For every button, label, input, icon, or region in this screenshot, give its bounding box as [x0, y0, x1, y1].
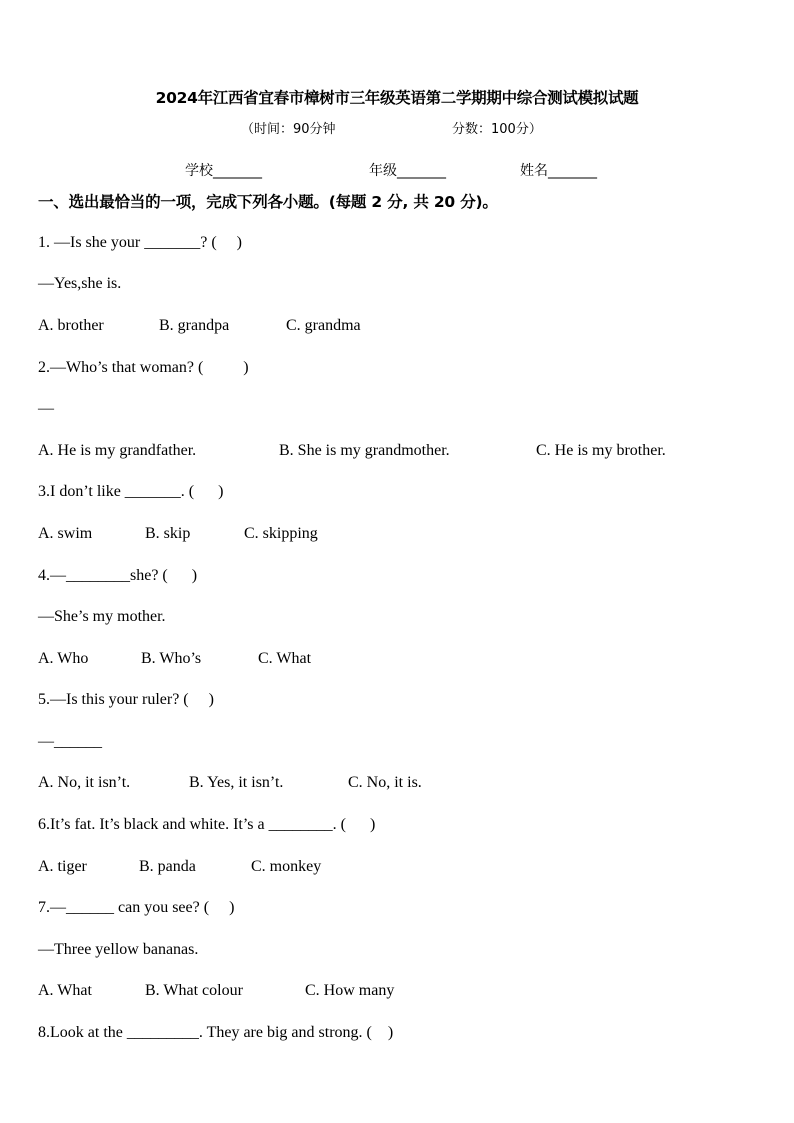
- option-b: B. skip: [145, 525, 191, 542]
- answer-line: —: [38, 400, 54, 417]
- answer-line: —She’s my mother.: [38, 608, 166, 625]
- option-c: C. What: [258, 650, 312, 667]
- exam-score: 分数：100分）: [452, 122, 542, 137]
- question-stem: 4.—________she? ( ): [38, 567, 198, 584]
- option-a: A. What: [38, 982, 92, 999]
- answer-line: —Yes,she is.: [38, 275, 122, 292]
- option-c: C. grandma: [286, 317, 361, 334]
- option-a: A. swim: [38, 525, 93, 542]
- option-b: B. panda: [139, 858, 196, 875]
- question-stem: 1. —Is she your _______? ( ): [38, 234, 242, 251]
- option-a: A. Who: [38, 650, 89, 667]
- question-stem: 6.It’s fat. It’s black and white. It’s a ________. ( ): [38, 816, 376, 833]
- school-field: 学校_______: [185, 163, 262, 179]
- option-b: B. Who’s: [141, 650, 202, 667]
- option-a: A. He is my grandfather.: [38, 442, 197, 459]
- question-stem: 5.—Is this your ruler? ( ): [38, 691, 214, 708]
- option-b: B. She is my grandmother.: [279, 442, 450, 459]
- option-a: A. No, it isn’t.: [38, 774, 131, 791]
- question-stem: 2.—Who’s that woman? ( ): [38, 359, 249, 376]
- exam-time: （时间：90分钟: [241, 122, 336, 137]
- option-b: B. Yes, it isn’t.: [189, 774, 284, 791]
- question-stem: 7.—______ can you see? ( ): [38, 899, 235, 916]
- option-c: C. How many: [305, 982, 395, 999]
- option-c: C. skipping: [244, 525, 318, 542]
- section-heading: 一、选出最恰当的一项，完成下列各小题。(每题 2 分, 共 20 分)。: [38, 193, 498, 211]
- answer-line: —Three yellow bananas.: [38, 941, 199, 958]
- answer-line: —______: [38, 733, 102, 750]
- question-stem: 3.I don’t like _______. ( ): [38, 483, 224, 500]
- option-b: B. grandpa: [159, 317, 230, 334]
- grade-field: 年级_______: [369, 163, 446, 179]
- option-c: C. No, it is.: [348, 774, 422, 791]
- page-title: 2024年江西省宜春市樟树市三年级英语第二学期期中综合测试模拟试题: [155, 89, 639, 107]
- option-b: B. What colour: [145, 982, 243, 999]
- option-a: A. brother: [38, 317, 104, 334]
- option-a: A. tiger: [38, 858, 87, 875]
- option-c: C. He is my brother.: [536, 442, 666, 459]
- name-field: 姓名_______: [520, 163, 597, 179]
- option-c: C. monkey: [251, 858, 322, 875]
- question-stem: 8.Look at the _________. They are big and strong. ( ): [38, 1024, 394, 1041]
